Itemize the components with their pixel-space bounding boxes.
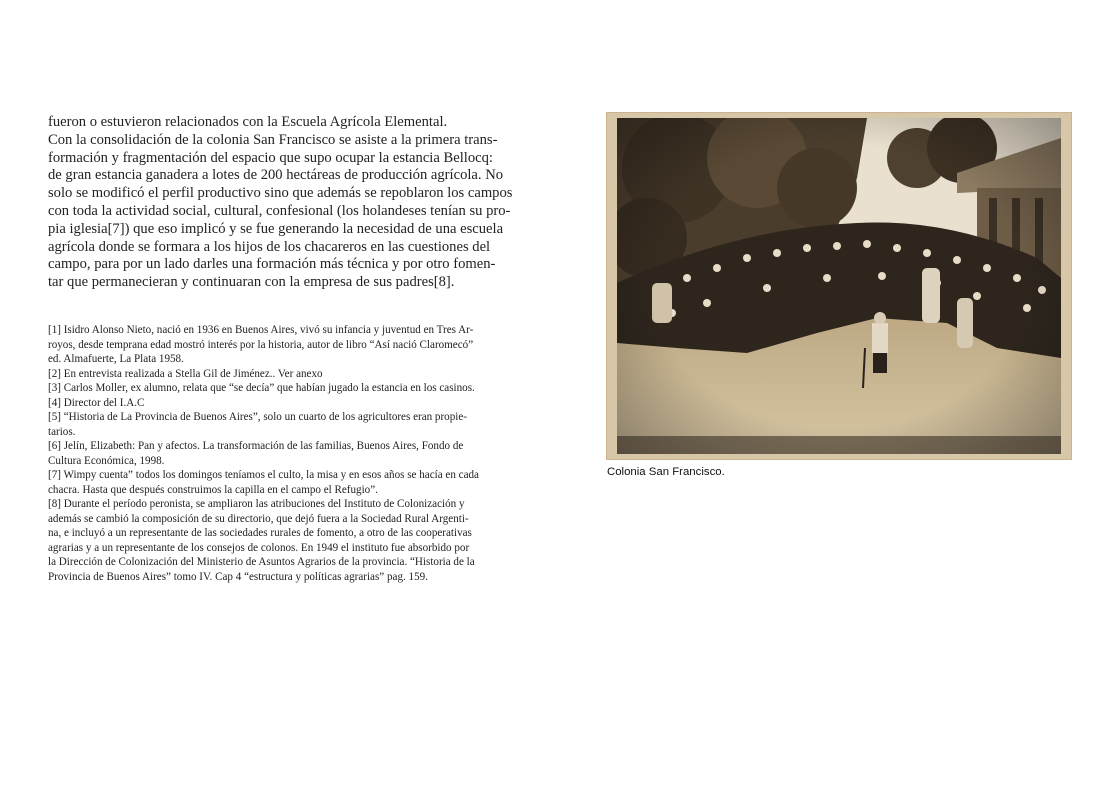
- body-line: de gran estancia ganadera a lotes de 200 hectáreas de producción agrícola. No: [48, 167, 504, 184]
- footnote-line: [5] “Historia de La Provincia de Buenos Aires”, solo un cuarto de los agricultores eran propie-: [48, 411, 467, 423]
- footnote-line: Provincia de Buenos Aires” tomo IV. Cap 4 “estructura y políticas agrarias” pag. 159.: [48, 570, 428, 583]
- footnote-line: [2] En entrevista realizada a Stella Gil de Jiménez.. Ver anexo: [48, 367, 323, 380]
- footnote-line: [3] Carlos Moller, ex alumno, relata que “se decía” que habían jugado la estancia en los casinos.: [48, 382, 475, 394]
- footnote-line: agrarias y a un representante de los consejos de colonos. En 1949 el instituto fue absorbido por: [48, 541, 470, 554]
- body-line: fueron o estuvieron relacionados con la Escuela Agrícola Elemental.: [48, 114, 448, 130]
- footnote-line: ed. Almafuerte, La Plata 1958.: [48, 353, 184, 365]
- photo-image: [617, 118, 1061, 454]
- body-line: campo, para por un lado darles una formación más técnica y por otro fomen-: [48, 256, 496, 273]
- footnote-line: [8] Durante el período peronista, se ampliaron las atribuciones del Instituto de Colonización y: [48, 498, 465, 510]
- footnote-line: además se cambió la composición de su directorio, que dejó fuera a la Sociedad Rural Argenti-: [48, 512, 469, 525]
- footnote-line: royos, desde temprana edad mostró interés por la historia, autor de libro “Así nació Claromecó”: [48, 338, 474, 351]
- footnote-line: [6] Jelín, Elizabeth: Pan y afectos. La transformación de las familias, Buenos Aires, Fondo de: [48, 440, 464, 452]
- body-line: agrícola donde se formara a los hijos de los chacareros en las cuestiones del: [48, 238, 491, 255]
- body-line: tar que permanecieran y continuaran con la empresa de sus padres[8].: [48, 274, 455, 291]
- footnotes: [48, 323, 518, 584]
- footnote-line: tarios.: [48, 425, 76, 438]
- footnote-line: [1] Isidro Alonso Nieto, nació en 1936 en Buenos Aires, vivó su infancia y juventud en Tres Ar-: [48, 324, 474, 336]
- body-line: formación y fragmentación del espacio que supo ocupar la estancia Bellocq:: [48, 149, 493, 166]
- footnote-line: chacra. Hasta que después construimos la capilla en el campo el Refugio”.: [48, 483, 378, 496]
- footnote-line: [7] Wimpy cuenta” todos los domingos teníamos el culto, la misa y en esos años se hacía en cada: [48, 469, 479, 481]
- footnote-line: [4] Director del I.A.C: [48, 396, 145, 409]
- footnote-line: na, e incluyó a un representante de las sociedades rurales de fomento, a otro de las cooperativas: [48, 527, 472, 539]
- body-line: Con la consolidación de la colonia San Francisco se asiste a la primera trans-: [48, 131, 498, 148]
- footnote-line: Cultura Económica, 1998.: [48, 454, 165, 467]
- body-line: solo se modificó el perfil productivo sino que además se repoblaron los campos: [48, 185, 513, 202]
- footnote-line: la Dirección de Colonización del Ministerio de Asuntos Agrarios de la provincia. “Historia de la: [48, 556, 475, 568]
- body-line: pia iglesia[7]) que eso implicó y se fue generando la necesidad de una escuela: [48, 220, 504, 237]
- body-text: [48, 114, 518, 292]
- figure-caption: Colonia San Francisco.: [607, 466, 725, 478]
- body-line: con toda la actividad social, cultural, confesional (los holandeses tenían su pro-: [48, 202, 511, 219]
- historical-photo: [607, 113, 1071, 459]
